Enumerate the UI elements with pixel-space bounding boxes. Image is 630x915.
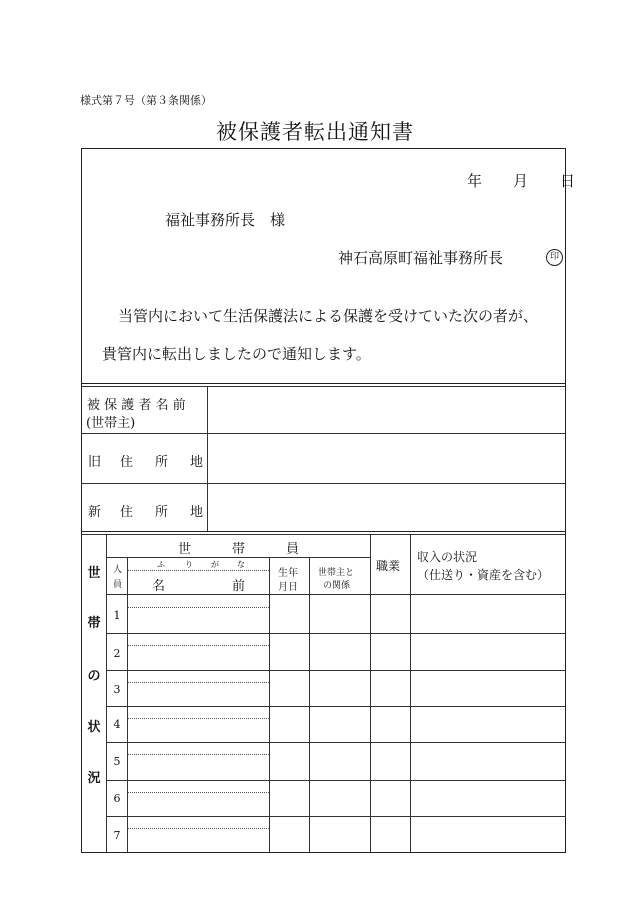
divider-top-double	[81, 386, 566, 387]
furigana-char-4: な	[237, 560, 245, 569]
side-label-char-3: の	[87, 669, 101, 684]
old-address-char-2: 住	[120, 455, 134, 470]
date-day: 日	[560, 172, 576, 190]
row-5-bottom-line	[106, 780, 566, 781]
side-label-divider	[106, 534, 107, 853]
furigana-char-1: ふ	[157, 560, 165, 569]
members-header-char-3: 員	[286, 542, 300, 557]
new-address-char-3: 所	[155, 505, 169, 520]
row-number-5: 5	[113, 755, 121, 768]
old-address-char-1: 旧	[88, 455, 102, 470]
furigana-header-line	[128, 570, 269, 571]
row-7-furigana-line	[128, 828, 269, 829]
form-number: 様式第７号（第３条関係）	[80, 94, 212, 107]
side-label-char-5: 況	[87, 771, 101, 786]
row-4-furigana-line	[128, 718, 269, 719]
side-label-char-2: 帯	[87, 616, 101, 631]
persons-label-1: 人	[113, 565, 123, 575]
side-label-char-4: 状	[87, 720, 101, 735]
row-3-bottom-line	[106, 706, 566, 707]
header-bottom-line	[106, 594, 566, 595]
persons-label-2: 員	[113, 580, 123, 590]
date-year: 年	[467, 172, 483, 190]
members-header-char-2: 帯	[232, 542, 246, 557]
body-text-line2: 貴管内に転出しましたので通知します。	[102, 345, 371, 363]
row-6-bottom-line	[106, 816, 566, 817]
birth-header-1: 生年	[278, 568, 298, 579]
new-address-char-4: 地	[190, 505, 204, 520]
name-column-divider	[269, 557, 270, 853]
row-number-1: 1	[113, 609, 121, 622]
furigana-char-3: が	[211, 560, 219, 569]
row-number-7: 7	[113, 829, 121, 842]
furigana-char-2: り	[185, 560, 193, 569]
members-header-char-1: 世	[178, 542, 192, 557]
divider-name	[81, 433, 566, 434]
birth-header-2: 月日	[278, 582, 298, 593]
relation-column-divider	[370, 534, 371, 853]
addressee: 福祉事務所長 様	[165, 211, 286, 229]
relation-header-1: 世帯主と	[318, 568, 355, 578]
row-number-2: 2	[113, 647, 121, 660]
relation-header-2: の関係	[323, 581, 351, 591]
label-column-divider	[207, 386, 208, 531]
row-2-furigana-line	[128, 645, 269, 646]
name-header-char-1: 名	[152, 579, 166, 594]
new-address-char-2: 住	[120, 505, 134, 520]
new-address-char-1: 新	[88, 505, 102, 520]
number-column-divider	[127, 557, 128, 853]
birth-column-divider	[309, 557, 310, 853]
seal-mark: 印	[546, 249, 563, 266]
old-address-char-3: 所	[155, 455, 169, 470]
row-5-furigana-line	[128, 754, 269, 755]
divider-middle-double	[81, 534, 566, 535]
row-6-furigana-line	[128, 792, 269, 793]
old-address-char-4: 地	[190, 455, 204, 470]
occupation-column-divider	[410, 534, 411, 853]
row-1-bottom-line	[106, 633, 566, 634]
side-label-char-1: 世	[87, 566, 101, 581]
row-number-4: 4	[113, 718, 121, 731]
occupation-header: 職業	[376, 559, 401, 573]
row-3-furigana-line	[128, 682, 269, 683]
body-text-line1: 当管内において生活保護法による保護を受けていた次の者が、	[118, 307, 539, 325]
row-1-furigana-line	[128, 607, 269, 608]
row-number-6: 6	[113, 792, 121, 805]
name-header-char-2: 前	[232, 579, 246, 594]
divider-top	[81, 383, 566, 384]
divider-middle	[81, 531, 566, 532]
name-label: 被 保 護 者 名 前	[87, 398, 186, 413]
members-header-line	[106, 557, 370, 558]
row-4-bottom-line	[106, 742, 566, 743]
divider-old-address	[81, 483, 566, 484]
document-title: 被保護者転出通知書	[216, 120, 414, 144]
row-2-bottom-line	[106, 670, 566, 671]
row-number-3: 3	[113, 683, 121, 696]
income-note: （仕送り・資産を含む）	[417, 568, 550, 582]
income-header: 収入の状況	[417, 550, 478, 564]
date-month: 月	[513, 172, 529, 190]
head-label: (世帯主)	[86, 416, 136, 431]
sender-name: 神石高原町福祉事務所長	[338, 249, 504, 267]
